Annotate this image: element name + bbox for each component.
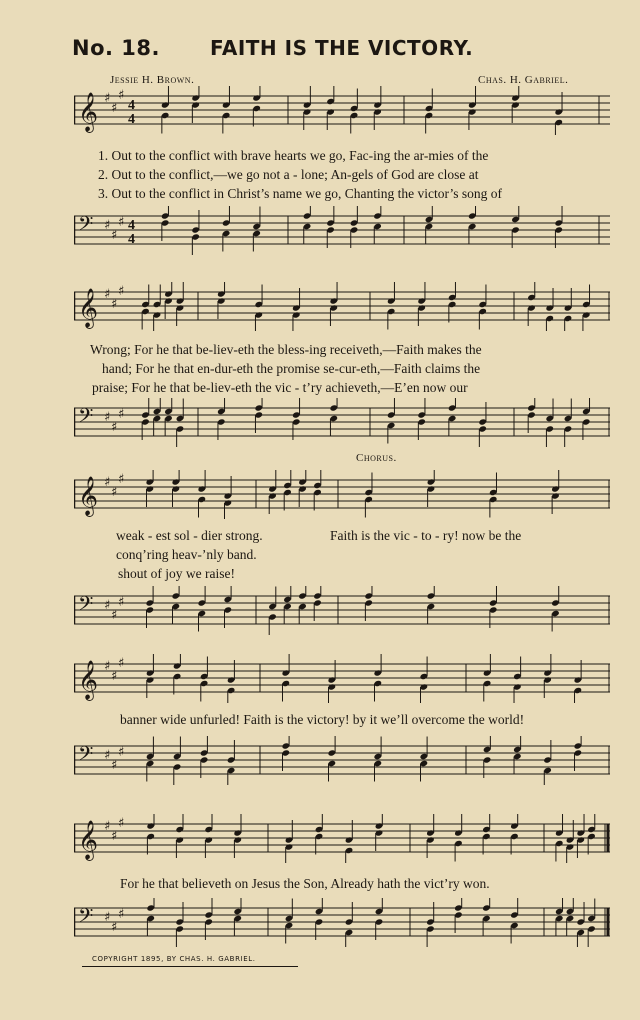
sharp-icon: ♯ [104, 410, 111, 425]
sharp-icon: ♯ [118, 816, 125, 831]
sharp-icon: ♯ [104, 287, 111, 302]
bass-clef-icon: 𝄢 [78, 592, 94, 620]
music-system-2 [74, 282, 610, 332]
sharp-icon: ♯ [111, 829, 118, 844]
bass-staff [74, 398, 610, 448]
music-system-4 [74, 654, 610, 704]
sharp-icon: ♯ [104, 475, 111, 490]
footer-rule [82, 966, 298, 967]
sharp-icon: ♯ [111, 485, 118, 500]
sharp-icon: ♯ [118, 656, 125, 671]
sharp-icon: ♯ [118, 88, 125, 103]
hymn-number: No. 18. [72, 36, 160, 60]
treble-clef-icon: 𝄞 [78, 288, 99, 328]
sharp-icon: ♯ [111, 758, 118, 773]
sharp-icon: ♯ [111, 420, 118, 435]
hymn-title: FAITH IS THE VICTORY. [210, 36, 474, 60]
music-system-1 [74, 86, 610, 136]
treble-staff [74, 654, 610, 704]
copyright-notice: COPYRIGHT 1895, BY CHAS. H. GABRIEL. [92, 955, 256, 963]
composer-credit: Chas. H. Gabriel. [478, 74, 569, 86]
sharp-icon: ♯ [104, 748, 111, 763]
sharp-icon: ♯ [111, 228, 118, 243]
verse3-line1: 3. Out to the conflict in Christ’s name we go, Chanting the victor’s song of [98, 186, 502, 201]
bass-clef-icon: 𝄢 [78, 904, 94, 932]
sharp-icon: ♯ [104, 659, 111, 674]
bass-clef-icon: 𝄢 [78, 404, 94, 432]
sharp-icon: ♯ [111, 920, 118, 935]
sharp-icon: ♯ [111, 608, 118, 623]
sharp-icon: ♯ [111, 101, 118, 116]
bass-clef-icon: 𝄢 [78, 742, 94, 770]
bass-staff [74, 206, 610, 256]
music-system-2-bass [74, 398, 610, 448]
treble-staff [74, 470, 610, 520]
music-system-5-bass [74, 898, 610, 948]
music-system-4-bass [74, 736, 610, 786]
sharp-icon: ♯ [118, 215, 125, 230]
time-signature-bottom: 4 [128, 232, 135, 247]
sharp-icon: ♯ [118, 745, 125, 760]
treble-clef-icon: 𝄞 [78, 820, 99, 860]
music-system-1-bass [74, 206, 610, 256]
sharp-icon: ♯ [104, 819, 111, 834]
music-system-3-bass [74, 586, 610, 636]
verse1-line3: weak - est sol - dier strong. [116, 528, 263, 543]
sharp-icon: ♯ [104, 91, 111, 106]
time-signature-top: 4 [128, 98, 135, 113]
treble-staff [74, 282, 610, 332]
sharp-icon: ♯ [104, 598, 111, 613]
sharp-icon: ♯ [118, 907, 125, 922]
verse1-line2: Wrong; For he that be-liev-eth the bless-ing receiveth,—Faith makes the [90, 342, 482, 357]
lyricist-credit: Jessie H. Brown. [110, 74, 195, 86]
music-system-5 [74, 814, 610, 864]
sharp-icon: ♯ [118, 595, 125, 610]
chorus-label: Chorus. [356, 452, 397, 464]
treble-staff [74, 86, 610, 136]
verse2-line2: hand; For he that en-dur-eth the promise se-cur-eth,—Faith claims the [102, 361, 481, 376]
final-barline [607, 824, 610, 852]
verse3-line2: praise; For he that be-liev-eth the vic - t’ry achieveth,—E’en now our [92, 380, 468, 395]
chorus-line3: For he that believeth on Jesus the Son, Already hath the vict’ry won. [120, 876, 490, 891]
verse2-line3: conq’ring heav-’nly band. [116, 547, 257, 562]
verse2-line1: 2. Out to the conflict,—we go not a - lone; An-gels of God are close at [98, 167, 479, 182]
bass-staff [74, 898, 610, 948]
sharp-icon: ♯ [104, 218, 111, 233]
bass-clef-icon: 𝄢 [78, 212, 94, 240]
treble-clef-icon: 𝄞 [78, 660, 99, 700]
verse3-line3: shout of joy we raise! [118, 566, 235, 581]
sharp-icon: ♯ [111, 669, 118, 684]
music-system-3 [74, 470, 610, 520]
bass-staff [74, 586, 610, 636]
chorus-line1: Faith is the vic - to - ry! now be the [330, 528, 522, 543]
sharp-icon: ♯ [118, 407, 125, 422]
time-signature-bottom: 4 [128, 112, 135, 127]
bass-staff [74, 736, 610, 786]
sharp-icon: ♯ [118, 284, 125, 299]
sharp-icon: ♯ [118, 472, 125, 487]
chorus-line2: banner wide unfurled! Faith is the victory! by it we’ll overcome the world! [120, 712, 525, 727]
treble-staff [74, 814, 610, 864]
verse1-line1: 1. Out to the conflict with brave hearts we go, Fac-ing the ar-mies of the [98, 148, 489, 163]
sharp-icon: ♯ [111, 297, 118, 312]
sharp-icon: ♯ [104, 910, 111, 925]
treble-clef-icon: 𝄞 [78, 92, 99, 132]
final-barline [607, 908, 610, 936]
treble-clef-icon: 𝄞 [78, 476, 99, 516]
time-signature-top: 4 [128, 218, 135, 233]
